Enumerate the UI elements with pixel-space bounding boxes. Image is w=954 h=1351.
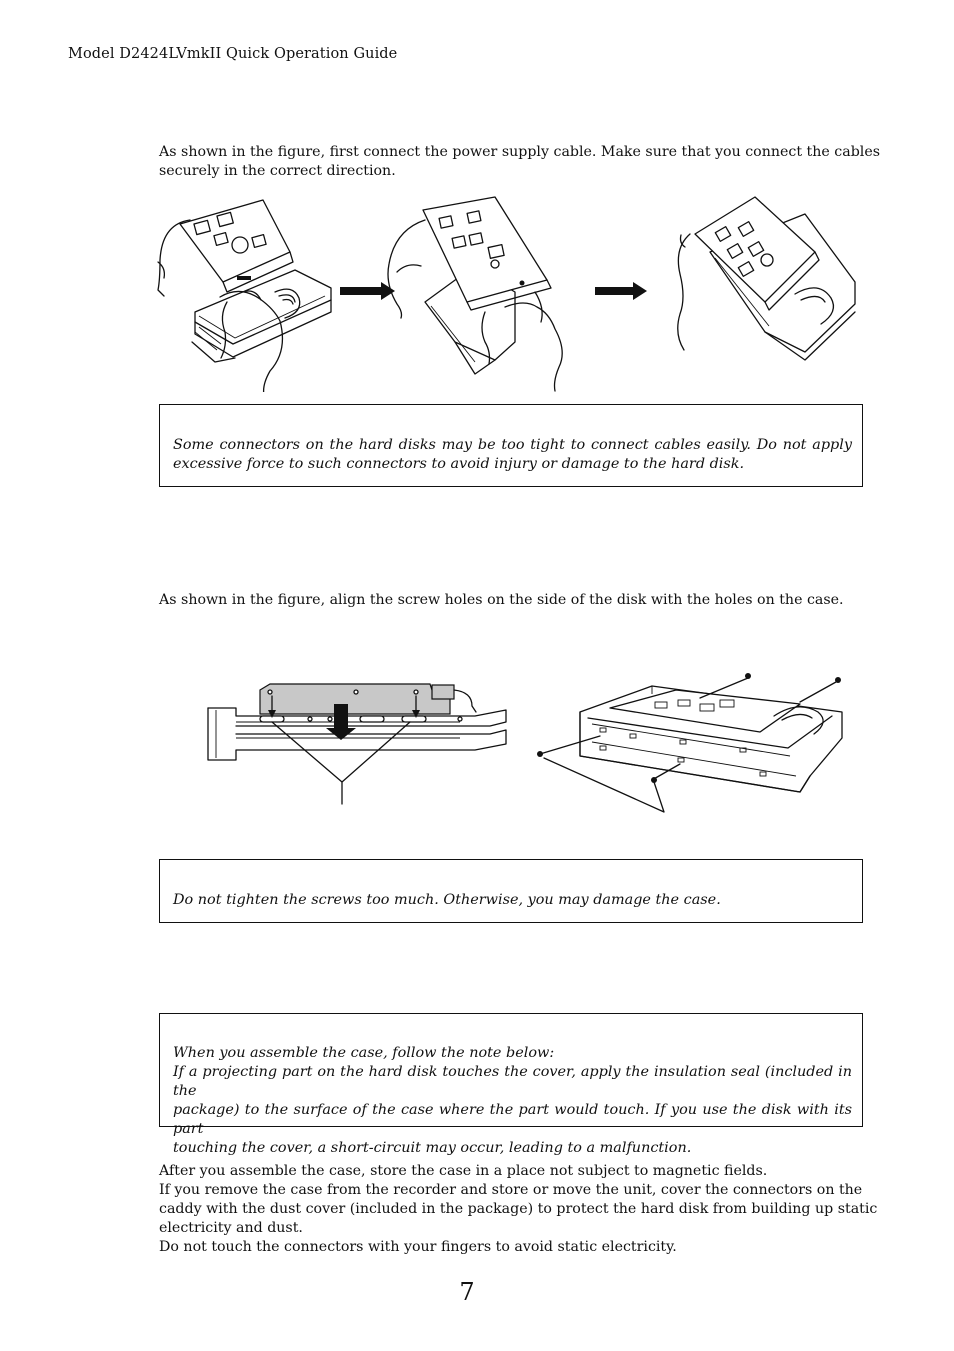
screw-alignment-figure: [200, 664, 850, 816]
caution-text: [173, 891, 852, 910]
caution-text: [173, 436, 852, 474]
text-line: Do not tighten the screws too much. Otherwise, you may damage the case.: [173, 892, 721, 908]
text-line: Some connectors on the hard disks may be too tight to connect cables easily. Do not apply: [173, 437, 852, 453]
caution-box-screws: [159, 859, 863, 923]
screw-alignment-instructions: [159, 591, 865, 610]
side-view-drawing: [208, 684, 506, 804]
cable-connection-illustration: [155, 192, 865, 392]
text-line: As shown in the figure, first connect the power supply cable. Make sure that you connect the cables: [159, 144, 880, 160]
caution-box-insulation: [159, 1013, 863, 1156]
text-line: securely in the correct direction.: [159, 163, 396, 179]
text-line: electricity and dust.: [159, 1220, 303, 1236]
text-line: If you remove the case from the recorder and store or move the unit, cover the connectors on the: [159, 1182, 863, 1198]
text-line: As shown in the figure, align the screw holes on the side of the disk with the holes on the case.: [159, 592, 844, 608]
text-line: touching the cover, a short-circuit may occur, leading to a malfunction.: [173, 1140, 692, 1156]
text-line: caddy with the dust cover (included in the package) to protect the hard disk from building up static: [159, 1201, 878, 1217]
text-line: excessive force to such connectors to avoid injury or damage to the hard disk.: [173, 456, 745, 472]
cable-connection-instructions: [159, 143, 880, 181]
cable-connection-figure: [155, 192, 865, 392]
step-1-drawing: [158, 200, 331, 392]
text-line: Do not touch the connectors with your fingers to avoid static electricity.: [159, 1239, 677, 1255]
text-line: After you assemble the case, store the case in a place not subject to magnetic fields.: [159, 1163, 768, 1179]
text-line: When you assemble the case, follow the note below:: [173, 1045, 555, 1061]
page-number: 7: [459, 1278, 475, 1306]
caution-box-connectors: [159, 404, 863, 487]
step-3-drawing: [678, 197, 855, 360]
caution-text: [173, 1044, 852, 1158]
text-line: package) to the surface of the case where the part would touch. If you use the disk with its part: [173, 1102, 852, 1137]
text-line: If a projecting part on the hard disk touches the cover, apply the insulation seal (included in the: [173, 1064, 852, 1099]
step-2-drawing: [388, 197, 562, 391]
isometric-view-drawing: [537, 673, 842, 812]
screw-alignment-illustration: [200, 664, 850, 816]
page-header: Model D2424LVmkII Quick Operation Guide: [68, 46, 398, 62]
storage-instructions: [159, 1162, 878, 1257]
